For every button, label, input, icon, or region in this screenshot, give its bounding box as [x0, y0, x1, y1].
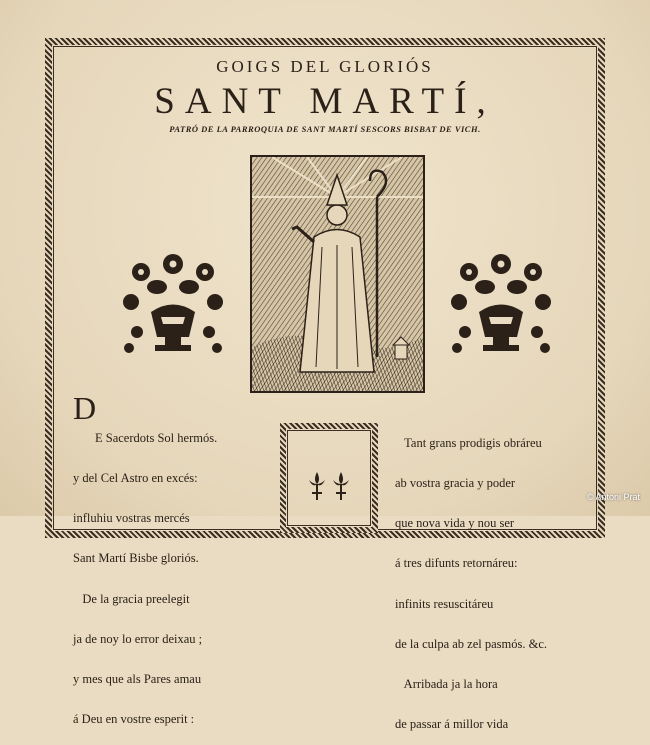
flower-vase-icon: [121, 252, 225, 360]
verse-line: ab vostra gracia y poder: [395, 476, 516, 491]
verse-line: de passar á millor vida: [395, 717, 509, 732]
verse-right: [395, 410, 547, 745]
flower-vase-icon: [449, 252, 553, 360]
verse-line: infinits resuscitáreu: [395, 596, 494, 611]
photo-credit: © Antoni Prat: [586, 492, 640, 502]
saint-illustration: [252, 157, 423, 391]
verse-line: Tant grans prodigis obráreu: [395, 435, 542, 450]
drop-cap: D: [73, 390, 97, 426]
title-line-1: GOIGS DEL GLORIÓS: [216, 57, 434, 76]
verse-line: Arribada ja la hora: [395, 677, 498, 692]
verse-line: ja de noy lo error deixau ;: [73, 631, 203, 646]
verse-line: Sant Martí Bisbe gloriós.: [73, 551, 199, 566]
woodcut-saint-image: [250, 155, 425, 393]
verse-line: de la culpa ab zel pasmós. &c.: [395, 636, 548, 651]
fleur-ornament-icon: [305, 470, 353, 502]
verse-line: E Sacerdots Sol hermós.: [95, 430, 218, 445]
verse-line: y del Cel Astro en excés:: [73, 471, 198, 486]
subtitle: PATRÓ DE LA PARROQUIA DE SANT MARTÍ SESCORS BISBAT DE VICH.: [169, 124, 481, 134]
verse-line: influhiu vostras mercés: [73, 511, 190, 526]
verse-line: á Deu en vostre esperit :: [73, 712, 195, 727]
verse-line: y mes que als Pares amau: [73, 672, 202, 687]
verse-left: [73, 405, 217, 740]
title-line-2: SANT MARTÍ,: [154, 81, 496, 122]
verse-line: que nova vida y nou ser: [395, 516, 515, 531]
verse-line: De la gracia preelegit: [73, 591, 190, 606]
verse-line: á tres difunts retornáreu:: [395, 556, 518, 571]
